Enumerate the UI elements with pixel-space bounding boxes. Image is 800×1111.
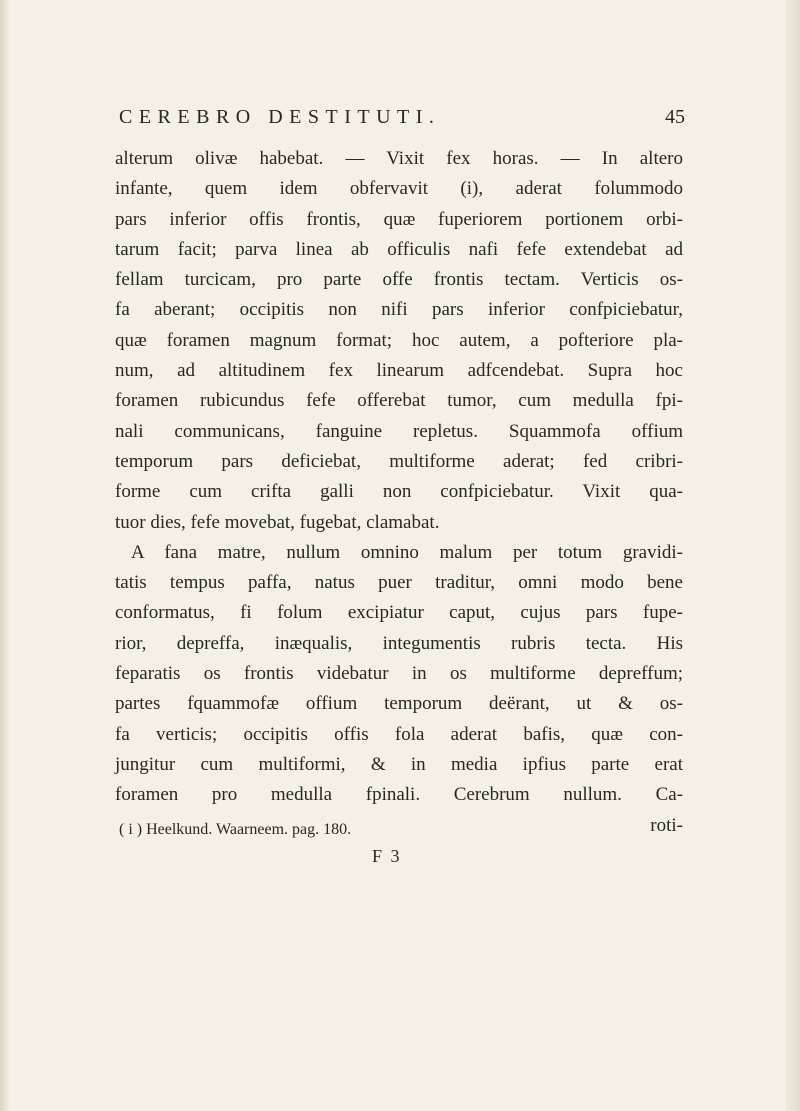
text-line: tarum facit; parva linea ab officulis nafi fefe extendebat ad: [115, 238, 683, 260]
signature-mark: F 3: [372, 846, 402, 866]
running-head: [119, 106, 685, 136]
gutter-shadow: [0, 0, 10, 1111]
text-line: pars inferior offis frontis, quæ fuperiorem portionem orbi-: [115, 208, 683, 230]
catchword: roti-: [650, 814, 683, 836]
text-line: alterum olivæ habebat. — Vixit fex horas. — In altero: [115, 148, 683, 169]
text-line: num, ad altitudinem fex linearum adfcendebat. Supra hoc: [115, 360, 683, 382]
text-line: partes fquammofæ offium temporum deërant, ut & os-: [115, 693, 683, 715]
text-line: fa aberant; occipitis non nifi pars inferior confpiciebatur,: [115, 299, 683, 321]
text-line: rior, depreffa, inæqualis, integumentis rubris tecta. His: [115, 632, 683, 654]
text-line: forme cum crifta galli non confpiciebatur. Vixit qua-: [115, 481, 683, 503]
text-line: tuor dies, fefe movebat, fugebat, clamabat.: [115, 511, 440, 533]
running-head-title: CEREBRO DESTITUTI.: [119, 106, 441, 128]
page-number: 45: [665, 106, 685, 128]
footnote: ( i ) Heelkund. Waarneem. pag. 180.: [119, 821, 352, 838]
text-line: fellam turcicam, pro parte offe frontis tectam. Verticis os-: [115, 269, 683, 291]
text-line: foramen rubicundus fefe offerebat tumor, cum medulla fpi-: [115, 390, 683, 412]
text-line: feparatis os frontis videbatur in os multiforme depreffum;: [115, 663, 683, 685]
text-line: fa verticis; occipitis offis fola aderat bafis, quæ con-: [115, 723, 683, 745]
text-line: infante, quem idem obfervavit (i), aderat folummodo: [115, 178, 683, 200]
text-line: A fana matre, nullum omnino malum per totum gravidi-: [131, 541, 683, 563]
body-text: [115, 144, 683, 841]
text-line: jungitur cum multiformi, & in media ipfius parte erat: [115, 753, 683, 775]
text-line: conformatus, fi folum excipiatur caput, cujus pars fupe-: [115, 602, 683, 624]
text-line: tatis tempus paffa, natus puer traditur, omni modo bene: [115, 572, 683, 594]
text-line: nali communicans, fanguine repletus. Squammofa offium: [115, 420, 683, 442]
page-edge: [786, 0, 800, 1111]
text-line: foramen pro medulla fpinali. Cerebrum nullum. Ca-: [115, 784, 683, 806]
text-line: temporum pars deficiebat, multiforme aderat; fed cribri-: [115, 450, 683, 472]
text-line: quæ foramen magnum format; hoc autem, a pofteriore pla-: [115, 329, 683, 351]
